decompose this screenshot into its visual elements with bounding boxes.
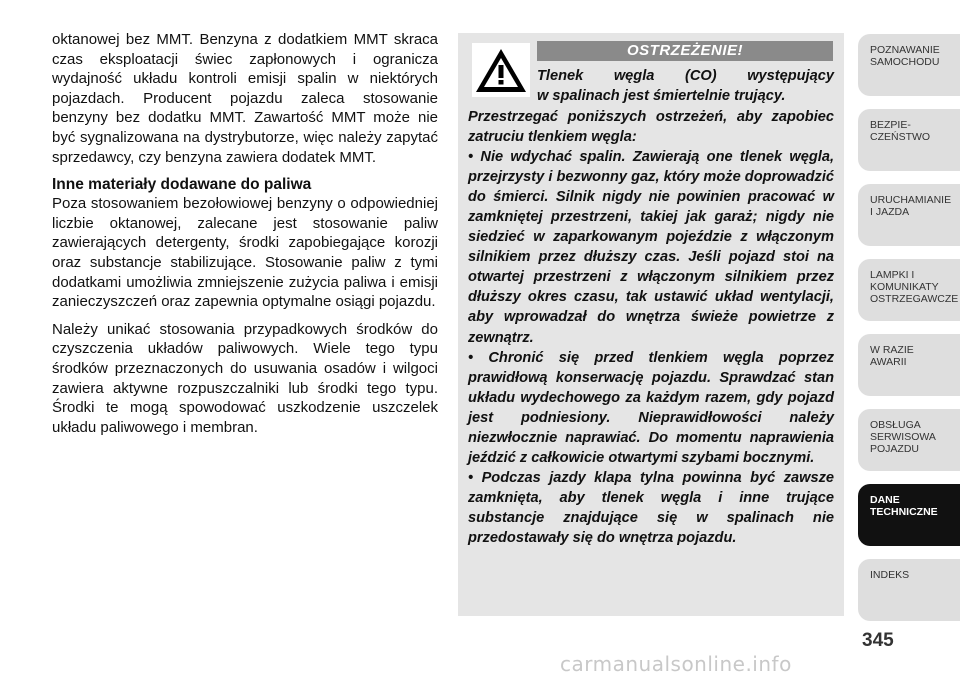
tab-uruchamianie-i-jazda[interactable]: URUCHAMIANIE I JAZDA [858,184,960,246]
tab-poznawanie-samochodu[interactable]: POZNAWANIE SAMOCHODU [858,34,960,96]
section-heading: Inne materiały dodawane do paliwa [52,176,312,194]
main-text-column [52,30,438,445]
warning-icon [472,43,530,97]
warning-bullet-exhaust: • Nie wdychać spalin. Zawierają one tlenek węgla, przejrzysty i bezwonny gaz, który może doprowadzić do śmierci. Silnik nigdy nie powinien pracować w zamkniętej przestrzeni, takiej jak garaż; nigdy nie siedzieć w zaparkowanym pojeździe z włączonym silnikiem przez dłuższy czas. Jeśli pojazd stoi na otwartej przestrzeni z włączonym silnikiem przez dłuższy okres czasu, tak ustawić układ wentylacji, aby wprowadzał do wnętrza świeże powietrze z zewnątrz. [468,149,834,346]
tab-obsluga-serwisowa[interactable]: OBSŁUGA SERWISOWA POJAZDU [858,409,960,471]
warning-bullet-liftgate: • Podczas jazdy klapa tylna powinna być zawsze zamknięta, aby tlenek węgla i inne trujące substancje znajdujące się w spalinach nie przedostawały się do wnętrza pojazdu. [468,469,834,546]
paragraph-mmt: oktanowej bez MMT. Benzyna z dodatkiem MMT skraca czas eksploatacji świec zapłonowych i ogranicza wydajność układu kontroli emisji spalin w niektórych pojazdach. Producent pojazdu zaleca stosowanie benzyny bez dodatku MMT. Zawartość MMT może nie być sygnalizowana na dystrybutorze, więc należy zapytać sprzedawcy, czy benzyna zawiera dodatek MMT. [52,31,438,166]
warning-title: OSTRZEŻENIE! [537,41,833,61]
warning-lead [537,67,834,106]
tab-dane-techniczne[interactable]: DANE TECHNICZNE [858,484,960,546]
tab-indeks[interactable]: INDEKS [858,559,960,621]
warning-lead-line1: Tlenek węgla (CO) występujący [537,68,834,84]
warning-bullet-maintenance: • Chronić się przed tlenkiem węgla poprzez prawidłową konserwację pojazdu. Sprawdzać stan układu wydechowego za każdym razem, gdy pojazd jest podniesiony. Nieprawidłowości należy niezwłocznie naprawiać. Do momentu naprawienia jeździć z całkowicie otwartymi szybami bocznymi. [468,349,834,466]
warning-lead-line2: w spalinach jest śmiertelnie trujący. [537,87,786,104]
paragraph-additives: Poza stosowaniem bezołowiowej benzyny o odpowiedniej liczbie oktanowej, zalecane jest stosowanie paliw zawierających detergenty, środki zapobiegające korozji oraz substancje stabilizujące. Stosowanie paliw z tymi dodatkami umożliwia zmniejszenie zużycia paliwa i emisji zanieczyszczeń oraz zapewnia optymalne osiągi pojazdu. [52,195,438,311]
warning-intro: Przestrzegać poniższych ostrzeżeń, aby zapobiec zatruciu tlenkiem węgla: [468,109,834,146]
paragraph-cleaners: Należy unikać stosowania przypadkowych środków do czyszczenia układów paliwowych. Wiele tego typu środków przeznaczonych do usuwania osadów i wilgoci zawiera aktywne rozpuszczalniki lub środki tego typu. Środki te mogą spowodować uszkodzenie uszczelek układu paliwowego i membran. [52,320,438,436]
watermark: carmanualsonline.info [560,652,792,676]
tab-bezpieczenstwo[interactable]: BEZPIE- CZEŃSTWO [858,109,960,171]
page-number: 345 [862,630,894,651]
warning-body [468,107,834,548]
tab-w-razie-awarii[interactable]: W RAZIE AWARII [858,334,960,396]
tab-lampki-i-komunikaty[interactable]: LAMPKI I KOMUNIKATY OSTRZEGAWCZE [858,259,960,321]
warning-box [458,33,844,616]
